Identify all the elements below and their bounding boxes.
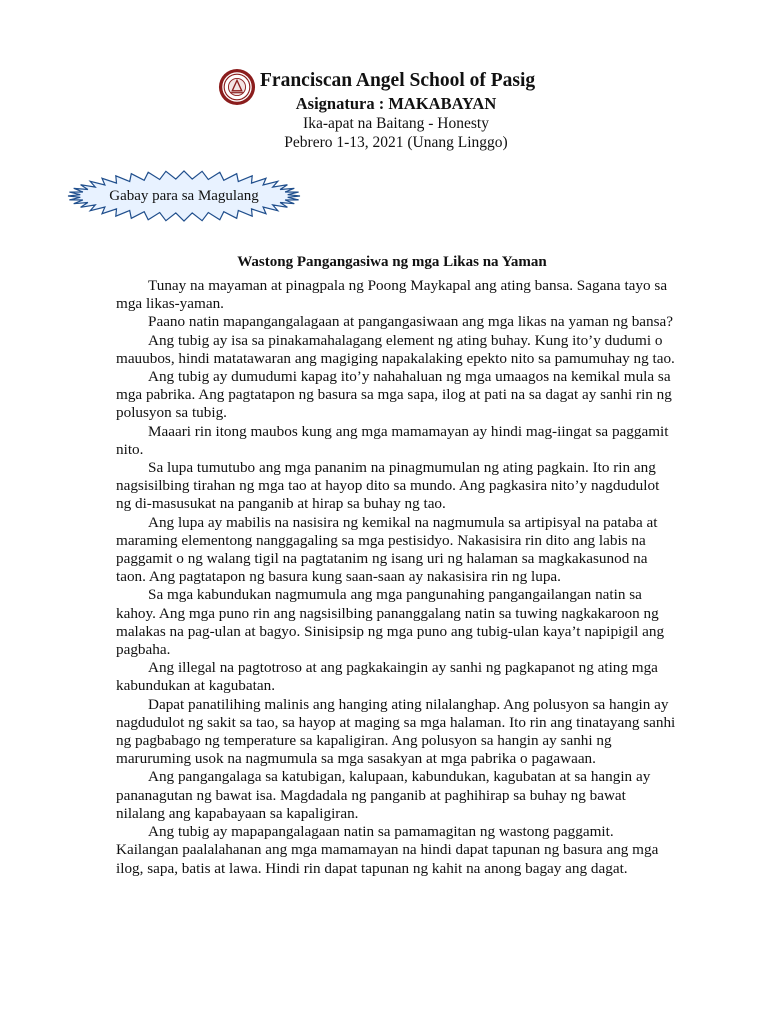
article-paragraph: Paano natin mapangangalagaan at pangangasiwaan ang mga likas na yaman ng bansa? — [148, 313, 674, 331]
article-paragraph: Ang tubig ay isa sa pinakamahalagang element ng ating buhay. Kung ito’y dudumi o mauubos, hindi matatawaran ang magiging napakalaking epekto nito sa pamumuhay ng tao. — [116, 331, 675, 367]
grade-line: Ika-apat na Baitang - Honesty — [303, 115, 489, 132]
article-paragraph: Ang illegal na pagtotroso at ang pagkakaingin ay sanhi ng pagkapanot ng ating mga kabundukan at kagubatan. — [116, 659, 658, 695]
article-paragraph: Sa lupa tumutubo ang mga pananim na pinagmumulan ng ating pagkain. Ito rin ang nagsisilbing tirahan ng mga tao at hayop dito sa mundo. Ang pagkasira nito’y nagdudulot ng di-masusukat na panganib at hirap sa buhay ng tao. — [116, 459, 660, 513]
article-paragraph: Ang tubig ay dumudumi kapag ito’y nahahaluan ng mga umaagos na kemikal mula sa mga pabrika. Ang pagtatapon ng basura sa mga sapa, ilog at pati na sa dagat ay sanhi rin ng polusyon sa tubig. — [116, 368, 672, 422]
letterhead — [0, 66, 768, 156]
article-paragraph: Sa mga kabundukan nagmumula ang mga pangunahing pangangailangan natin sa kahoy. Ang mga puno rin ang nagsisilbing pananggalang natin sa tuwing nagkakaroon ng malakas na pag-ulan at bagyo. Sinisipsip ng mga puno ang tubig-ulan kaya’t napipigil ang pagbaha. — [116, 586, 665, 659]
article-paragraph: Ang pangangalaga sa katubigan, kalupaan, kabundukan, kagubatan at sa hangin ay pananagutan ng bawat isa. Magdadala ng panganib at paghihirap sa buhay ng bawat nilalang ang kapabayaan sa kapaligiran. — [116, 768, 651, 822]
date-line: Pebrero 1-13, 2021 (Unang Linggo) — [284, 134, 508, 151]
article-paragraph: Ang lupa ay mabilis na nasisira ng kemikal na nagmumula sa artipisyal na pataba at maraming elementong nanggagaling sa mga pestisidyo. Nakasisira rin dito ang labis na paggamit o ng walang tigil na pagtatanim ng isang uri ng halaman sa magkakasunod na taon. Ang pagtatapon ng basura kung saan-saan ay nakasisira rin ng lupa. — [116, 513, 658, 586]
article-paragraph: Ang tubig ay mapapangalagaan natin sa pamamagitan ng wastong paggamit. Kailangan paalalahanan ang mga mamamayan na hindi dapat tapunan ng basura ang mga ilog, sapa, batis at lawa. Hindi rin dapat tapunan ng kahit na anong bagay ang dagat. — [116, 823, 659, 877]
parent-guide-label: Gabay para sa Magulang — [109, 188, 259, 204]
article-body — [116, 277, 676, 878]
subject-line: Asignatura : MAKABAYAN — [295, 94, 497, 113]
article-title: Wastong Pangangasiwa ng mga Likas na Yaman — [237, 254, 547, 270]
article-paragraph: Maaari rin itong maubos kung ang mga mamamayan ay hindi mag-iingat sa paggamit nito. — [116, 422, 669, 458]
article-paragraph: Tunay na mayaman at pinagpala ng Poong Maykapal ang ating bansa. Sagana tayo sa mga likas-yaman. — [116, 277, 668, 313]
school-name: Franciscan Angel School of Pasig — [260, 70, 536, 91]
article-paragraph: Dapat panatilihing malinis ang hanging ating nilalanghap. Ang polusyon sa hangin ay nagdudulot ng sakit sa tao, sa hayop at maging sa mga halaman. Ito rin ang tinatayang sanhi ng pagbabago ng temperature sa kapaligiran. Ang polusyon sa hangin ay sanhi ng maruruming usok na nagmumula sa mga sasakyan at mga pabrika o pagawaan. — [116, 695, 676, 768]
